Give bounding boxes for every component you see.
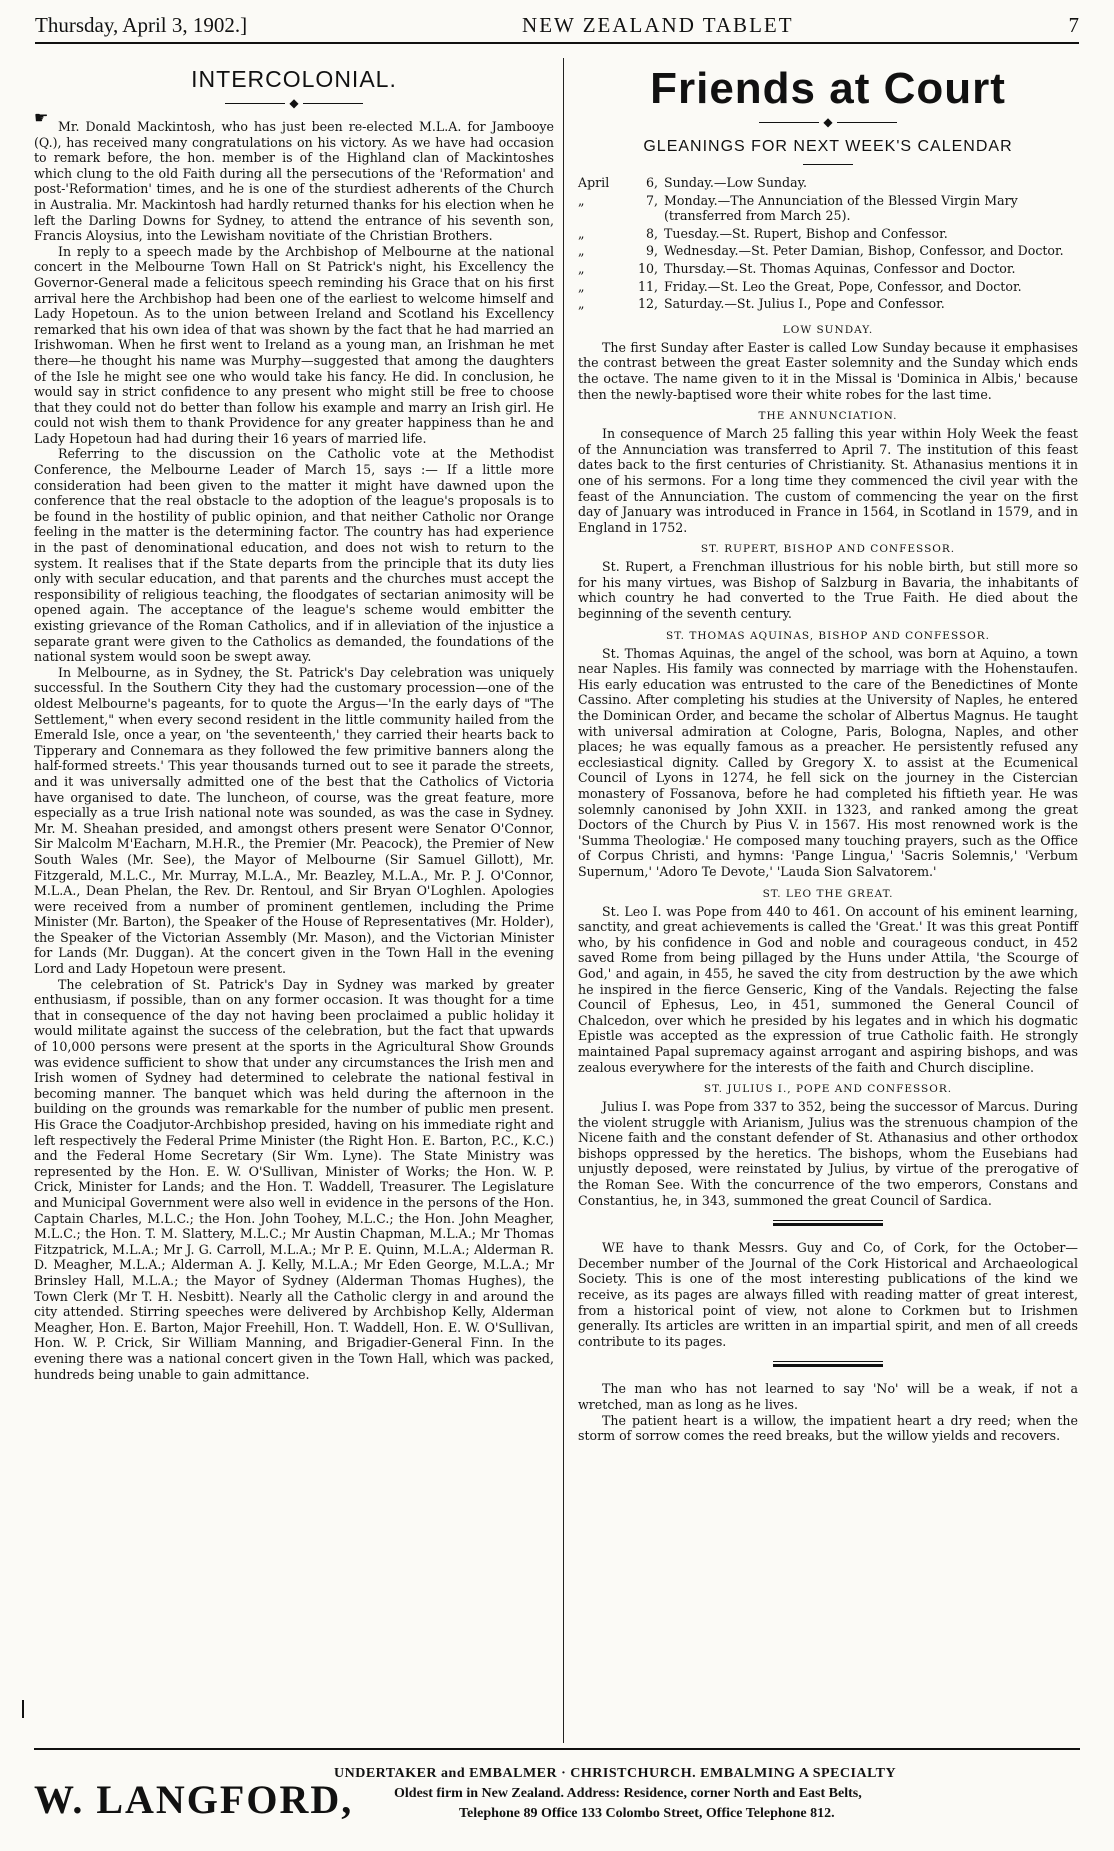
title-ornament: ◆	[578, 116, 1078, 128]
advert-line-1: UNDERTAKER and EMBALMER · CHRISTCHURCH. EMBALMING A SPECIALTY	[334, 1766, 897, 1781]
intercolonial-paragraph-2: In reply to a speech made by the Archbishop of Melbourne at the national concert in the Melbourne Town Hall on St Patrick's night, his Excellency the Governor-General made a felicitous speech reminding his Grace that on his first arrival here the Archbishop had been one of the earliest to welcome himself and Lady Hopetoun. As to the union between Ireland and Scotland his Excellency remarked that his own idea of that was shown by the fact that he had married an Irishwoman. When he first went to Ireland as a young man, an Irishman he met there—he thought his name was Murphy—suggested that among the daughters of the Isle he might see one who would take his fancy. He did. In conclusion, he would say in strict confidence to any present who might still be free to choose that they could not do better than follow his example and marry an Irish girl. He could not wish them to thank Providence for any greater happiness than he and Lady Hopetoun had had during their 16 years of married life.	[34, 243, 554, 446]
section-heading-st-julius: ST. JULIUS I., POPE AND CONFESSOR.	[703, 1083, 953, 1096]
section-separator	[773, 1220, 883, 1226]
friends-at-court-title: Friends at Court	[650, 64, 1006, 113]
calendar-row: „ 12, Saturday.—St. Julius I., Pope and Confessor.	[578, 296, 945, 312]
intercolonial-paragraph-4: In Melbourne, as in Sydney, the St. Patrick's Day celebration was uniquely successful. In the Southern City they had the customary procession—one of the oldest Melbourne's pageants, for to quote the Argus—'In the early days of "The Settlement," when every second resident in the little community hailed from the Emerald Isle, once a year, on 'the seventeenth,' they carried their hearts back to Tipperary and Connemara as they followed the few primitive banners along the half-formed streets.' This year thousands turned out to see it parade the streets, and it was universally admitted one of the best that the Catholics of Victoria have organised to date. The luncheon, of course, was the great feature, more especially as a true Irish national note was sounded, as was the case in Sydney. Mr. M. Sheahan presided, and amongst others present were Senator O'Connor, Sir Malcolm M'Eacharn, M.H.R., the Premier (Mr. Peacock), the Premier of New South Wales (Mr. See), the Mayor of Melbourne (Sir Samuel Gillott), Mr. Fitzgerald, M.L.C., Mr. Murray, M.L.A., Mr. Beazley, M.L.A., Mr. P. J. O'Connor, M.L.A., Dean Phelan, the Rev. Dr. Rentoul, and Sir Bryan O'Loghlen. Apologies were received from a number of prominent gentlemen, including the Prime Minister (Mr. Barton), the Speaker of the House of Representatives (Mr. Holder), the Speaker of the Victorian Assembly (Mr. Mason), and the Victorian Minister for Lands (Mr. Duggan). At the concert given in the Town Hall in the evening Lord and Lady Hopetoun were present.	[34, 664, 554, 977]
intercolonial-paragraph-5: The celebration of St. Patrick's Day in Sydney was marked by greater enthusiasm, if possible, than on any former occasion. It was thought for a time that in consequence of the day not having been proclaimed a public holiday it would militate against the success of the celebration, but the fact that upwards of 10,000 persons were present at the sports in the Agricultural Show Grounds was evidence sufficient to show that under any circumstances the Irish men and Irish women of Sydney had determined to celebrate the national festival in becoming manner. The banquet which was held during the afternoon in the building on the grounds was remarkable for the number of public men present. His Grace the Coadjutor-Archbishop presided, having on his immediate right and left respectively the Federal Prime Minister (the Right Hon. E. Barton, P.C., K.C.) and the Federal Home Secretary (Sir Wm. Lyne). The State Ministry was represented by the Hon. E. W. O'Sullivan, Minister of Works; the Hon. W. P. Crick, Minister for Lands; and the Hon. T. Waddell, Treasurer. The Legislature and Municipal Government were also well in evidence in the persons of the Hon. Captain Charles, M.L.C.; the Hon. John Toohey, M.L.C.; the Hon. John Meagher, M.L.C.; the Hon. T. M. Slattery, M.L.C.; Mr Austin Chapman, M.L.A.; Mr Thomas Fitzpatrick, M.L.A.; Mr J. G. Carroll, M.L.A.; Mr P. E. Quinn, M.L.A.; Alderman R. D. Meagher, M.L.A.; Alderman A. J. Kelly, M.L.A.; Mr Eden George, M.L.A.; Mr Brinsley Hall, M.L.A.; the Mayor of Sydney (Alderman Thomas Hughes), the Town Clerk (Mr T. H. Nesbitt). Nearly all the Catholic clergy in and around the city attended. Stirring speeches were delivered by Archbishop Kelly, Alderman Meagher, Hon. E. Barton, Major Freehill, Hon. T. Waddell, Hon. E. W. O'Sullivan, Hon. W. P. Crick, Sir William Manning, and Brigadier-General Finn. In the evening there was a national concert given in the Town Hall, which was packed, hundreds being unable to gain admittance.	[34, 976, 554, 1382]
masthead-date: Thursday, April 3, 1902.]	[35, 12, 248, 37]
page-number: 7	[1068, 12, 1079, 37]
section-text-low-sunday: The first Sunday after Easter is called Low Sunday because it emphasises the contrast between the great Easter solemnity and the Sunday which ends the octave. The name given to it in the Missal is 'Dominica in Albis,' because then the newly-baptised wore their white robes for the last time.	[578, 339, 1078, 402]
intercolonial-column	[34, 58, 554, 1382]
section-heading-annunciation: THE ANNUNCIATION.	[758, 410, 898, 423]
masthead	[35, 8, 1079, 44]
thanks-paragraph: WE have to thank Messrs. Guy and Co, of Cork, for the October—December number of the Journal of the Cork Historical and Archaeological Society. This is one of the most interesting publications of the kind we receive, as its pages are always filled with reading matter of great interest, from a historical point of view, not alone to Corkmen but to Irishmen generally. Its articles are written in an impartial spirit, and men of all creeds contribute to its pages.	[578, 1240, 1078, 1349]
section-text-st-rupert: St. Rupert, a Frenchman illustrious for his noble birth, but still more so for his many virtues, was Bishop of Salzburg in Bavaria, the inhabitants of which country he had converted to the True Faith. He died about the beginning of the seventh century.	[578, 559, 1078, 622]
section-text-annunciation: In consequence of March 25 falling this year within Holy Week the feast of the Annunciation was transferred to April 7. The institution of this feast dates back to the first centuries of Christianity. St. Athanasius mentions it in one of his sermons. For a long time they commenced the civil year with the feast of the Annunciation. The custom of commencing the year on the first day of January was introduced in France in 1564, in Scotland in 1579, and in England in 1752.	[578, 426, 1078, 535]
title-ornament: ◆	[34, 97, 554, 109]
section-heading-st-rupert: ST. RUPERT, BISHOP AND CONFESSOR.	[700, 543, 956, 556]
column-divider	[563, 58, 564, 1743]
section-separator	[773, 1361, 883, 1367]
maxim-1: The man who has not learned to say 'No' will be a weak, if not a wretched, man as long as he lives.	[578, 1381, 1078, 1412]
calendar-row: „ 8, Tuesday.—St. Rupert, Bishop and Confessor.	[578, 225, 948, 241]
printers-mark-icon: ☛	[34, 108, 49, 127]
calendar-row: „ 7, Monday.—The Annunciation of the Blessed Virgin Mary (transferred from March 25).	[578, 192, 1018, 224]
advert-line-3: Telephone 89 Office 133 Colombo Street, Office Telephone 812.	[459, 1806, 835, 1821]
masthead-title: NEW ZEALAND TABLET	[522, 12, 794, 37]
calendar-subtitle: GLEANINGS FOR NEXT WEEK'S CALENDAR	[643, 138, 1013, 155]
advert-line-2: Oldest firm in New Zealand. Address: Residence, corner North and East Belts,	[394, 1786, 862, 1801]
intercolonial-title: INTERCOLONIAL.	[191, 66, 397, 92]
intercolonial-paragraph-1: Mr. Donald Mackintosh, who has just been re-elected M.L.A. for Jambooye (Q.), has received many congratulations on his victory. As we have had occasion to remark before, the hon. member is of the Highland clan of Mackintoshes which clung to the old Faith during all the persecutions of the 'Reformation' and post-'Reformation' times, and he is one of the sturdiest adherents of the Church in Australia. Mr. Mackintosh had hardly returned thanks for his election when he left the Darling Downs for Sydney, to attend the entrance of his seventh son, Francis Aloysius, into the Lewisham novitiate of the Christian Brothers.	[34, 119, 554, 244]
calendar-row: „ 10, Thursday.—St. Thomas Aquinas, Confessor and Doctor.	[578, 260, 1016, 276]
friends-at-court-column	[578, 58, 1078, 1444]
calendar-table	[578, 175, 1078, 314]
intercolonial-paragraph-3: Referring to the discussion on the Catholic vote at the Methodist Conference, the Melbourne Leader of March 15, says :— If a little more consideration had been given to the matter it might have dawned upon the conference that the real obstacle to the adoption of the league's proposals is to be found in the hostility of public opinion, and that neither Catholic nor Orange feeling in the matter is the determining factor. The country has had experience in the past of denominational education, and does not wish to return to the system. It realises that if the State departs from the principle that its duty lies only with secular education, and that parents and the churches must accept the responsibility of religious teaching, the floodgates of sectarian animosity will be opened again. The acceptance of the league's scheme would embitter the existing grievance of the Roman Catholics, and if in alleviation of the injustice a separate grant were given to the Catholics as demanded, the foundations of the national system would soon be swept away.	[34, 446, 554, 665]
calendar-row: „ 9, Wednesday.—St. Peter Damian, Bishop, Confessor, and Doctor.	[578, 243, 1064, 259]
maxim-2: The patient heart is a willow, the impatient heart a dry reed; when the storm of sorrow comes the reed breaks, but the willow yields and recovers.	[578, 1412, 1078, 1444]
section-heading-st-thomas: ST. THOMAS AQUINAS, BISHOP AND CONFESSOR.	[666, 629, 990, 642]
advert-name: W. LANGFORD,	[34, 1777, 354, 1822]
langford-advertisement	[34, 1754, 1078, 1844]
section-text-st-thomas: St. Thomas Aquinas, the angel of the school, was born at Aquino, a town near Naples. His family was connected by marriage with the Hohenstaufen. His early education was entrusted to the care of the Benedictines of Monte Cassino. After completing his studies at the University of Naples, he entered the Dominican Order, and became the scholar of Albertus Magnus. He taught with universal admiration at Cologne, Paris, Bologna, Naples, and other places; he was equally famous as a preacher. He persistently refused any ecclesiastical dignity. Called by Gregory X. to assist at the Ecumenical Council of Lyons in 1274, he fell sick on the journey in the Cistercian monastery of Fossanova, before he had completed his fiftieth year. He was solemnly canonised by John XXII. in 1323, and ranked among the great Doctors of the Church by Pius V. in 1567. His most renowned work is the 'Summa Theologiæ.' He composed many touching prayers, such as the Office of Corpus Christi, and hymns: 'Pange Lingua,' 'Sacris Solemnis,' 'Verbum Supernum,' 'Adoro Te Devote,' 'Lauda Sion Salvatorem.'	[578, 645, 1078, 879]
advert-rule	[34, 1748, 1080, 1750]
section-heading-st-leo: ST. LEO THE GREAT.	[762, 887, 894, 900]
subtitle-rule	[803, 164, 853, 165]
calendar-row: April 6, Sunday.—Low Sunday.	[578, 175, 808, 190]
calendar-row: „ 11, Friday.—St. Leo the Great, Pope, Confessor, and Doctor.	[578, 278, 1022, 294]
section-text-st-julius: Julius I. was Pope from 337 to 352, being the successor of Marcus. During the violent struggle with Arianism, Julius was the strenuous champion of the Nicene faith and the constant defender of St. Athanasius and other orthodox bishops oppressed by the heretics. The bishops, whom the Eusebians had unjustly deposed, were reinstated by Julius, by virtue of the prerogative of the Roman See. With the concurrence of the two emperors, Constans and Constantius, he, in 343, summoned the great Council of Sardica.	[578, 1099, 1078, 1208]
section-text-st-leo: St. Leo I. was Pope from 440 to 461. On account of his eminent learning, sanctity, and great achievements is called the 'Great.' It was this great Pontiff who, by his confidence in God and noble and courageous conduct, in 452 saved Rome from being pillaged by the Huns under Attila, 'the Scourge of God,' and again, in 455, he saved the city from destruction by the awe which he inspired in the fierce Genseric, King of the Vandals. Rejecting the false Council of Ephesus, Leo, in 451, summoned the General Council of Chalcedon, over which he presided by his legates and in which his dogmatic Epistle was accepted as the expression of true Catholic faith. He strongly maintained Papal supremacy against arrogant and aspiring bishops, and was zealous everywhere for the interests of the faith and Church discipline.	[578, 903, 1078, 1075]
margin-mark	[22, 1700, 24, 1718]
section-heading-low-sunday: LOW SUNDAY.	[782, 323, 874, 336]
